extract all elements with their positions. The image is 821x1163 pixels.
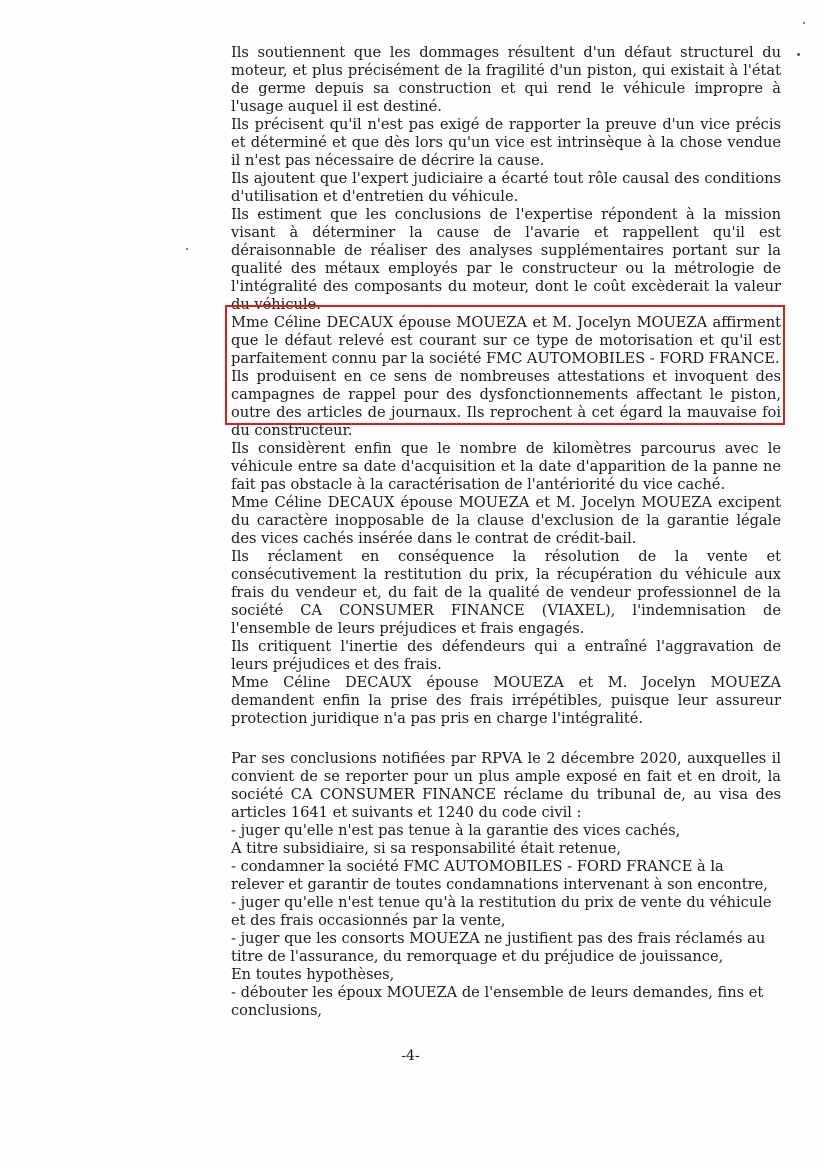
list-item: A titre subsidiaire, si sa responsabilité était retenue, xyxy=(231,840,621,857)
paragraph: Ils estiment que les conclusions de l'expertise répondent à la mission visant à déterminer la cause de l'avarie et rappellent qu'il est déraisonnable de réaliser des analyses supplémentaires portant sur la qualité des métaux employés par le constructeur ou la métrologie de l'intégralité des composants du moteur, dont le coût excèderait la valeur du véhicule. xyxy=(231,206,781,313)
paragraph: Par ses conclusions notifiées par RPVA le 2 décembre 2020, auxquelles il convient de se reporter pour un plus ample exposé en fait et en droit, la société CA CONSUMER FINANCE réclame du tribunal de, au visa des articles 1641 et suivants et 1240 du code civil : xyxy=(231,750,781,821)
paragraph: Mme Céline DECAUX épouse MOUEZA et M. Jocelyn MOUEZA excipent du caractère inopposable de la clause d'exclusion de la garantie légale des vices cachés insérée dans le contrat de crédit-bail. xyxy=(231,494,781,547)
list-item: - condamner la société FMC AUTOMOBILES - FORD FRANCE à la relever et garantir de toutes condamnations intervenant à son encontre, xyxy=(231,858,768,893)
list-item: - juger que les consorts MOUEZA ne justifient pas des frais réclamés au titre de l'assurance, du remorquage et du préjudice de jouissance, xyxy=(231,930,766,965)
list-item: - juger qu'elle n'est tenue qu'à la restitution du prix de vente du véhicule et des frais occasionnés par la vente, xyxy=(231,894,772,929)
scan-speck xyxy=(186,248,188,250)
paragraph: Mme Céline DECAUX épouse MOUEZA et M. Jocelyn MOUEZA demandent enfin la prise des frais irrépétibles, puisque leur assureur protection juridique n'a pas pris en charge l'intégralité. xyxy=(231,674,781,727)
document-body xyxy=(231,44,781,1020)
paragraph: Ils réclament en conséquence la résolution de la vente et consécutivement la restitution du prix, la récupération du véhicule aux frais du vendeur et, du fait de la qualité de vendeur professionnel de la société CA CONSUMER FINANCE (VIAXEL), l'indemnisation de l'ensemble de leurs préjudices et frais engagés. xyxy=(231,548,781,637)
list-item: - débouter les époux MOUEZA de l'ensemble de leurs demandes, fins et conclusions, xyxy=(231,984,764,1019)
page-number: -4- xyxy=(401,1048,420,1064)
paragraph-gap xyxy=(231,728,781,750)
list-item: - juger qu'elle n'est pas tenue à la garantie des vices cachés, xyxy=(231,822,681,839)
paragraph: Ils ajoutent que l'expert judiciaire a écarté tout rôle causal des conditions d'utilisation et d'entretien du véhicule. xyxy=(231,170,781,205)
paragraph: Ils critiquent l'inertie des défendeurs qui a entraîné l'aggravation de leurs préjudices et des frais. xyxy=(231,638,781,673)
paragraph: Ils soutiennent que les dommages résultent d'un défaut structurel du moteur, et plus précisément de la fragilité d'un piston, qui existait à l'état de germe depuis sa construction et qui rend le véhicule impropre à l'usage auquel il est destiné. xyxy=(231,44,781,115)
claims-list xyxy=(231,822,781,1020)
paragraph-highlighted: Ils produisent en ce sens de nombreuses attestations et invoquent des campagnes de rappel pour des dysfonctionnements affectant le piston, outre des articles de journaux. Ils reprochent à cet égard la mauvaise foi du constructeur. xyxy=(231,368,781,439)
paragraph-highlighted: Mme Céline DECAUX épouse MOUEZA et M. Jocelyn MOUEZA affirment que le défaut relevé est courant sur ce type de motorisation et qu'il est parfaitement connu par la société FMC AUTOMOBILES - FORD FRANCE. xyxy=(231,314,781,367)
paragraph: Ils considèrent enfin que le nombre de kilomètres parcourus avec le véhicule entre sa date d'acquisition et la date d'apparition de la panne ne fait pas obstacle à la caractérisation de l'antériorité du vice caché. xyxy=(231,440,781,493)
paragraph: Ils précisent qu'il n'est pas exigé de rapporter la preuve d'un vice précis et déterminé et que dès lors qu'un vice est intrinsèque à la chose vendue il n'est pas nécessaire de décrire la cause. xyxy=(231,116,781,169)
list-item: En toutes hypothèses, xyxy=(231,966,395,983)
scan-speck xyxy=(797,53,800,56)
scan-speck xyxy=(803,22,805,24)
